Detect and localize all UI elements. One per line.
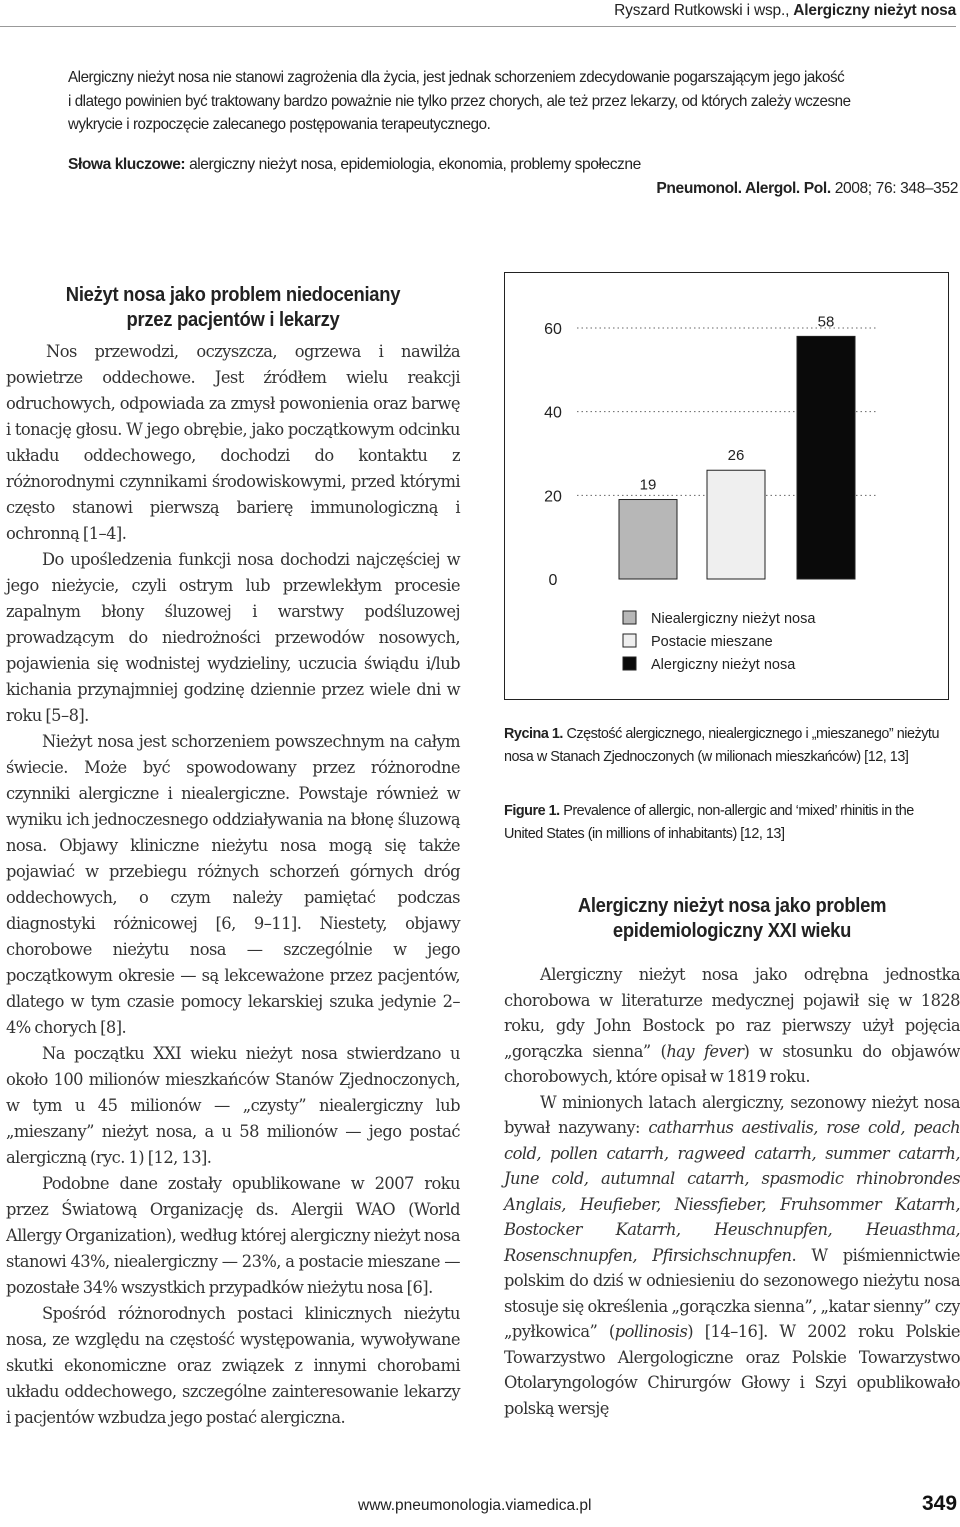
footer-url: www.pneumonologia.viamedica.pl <box>358 1497 592 1514</box>
bar <box>707 470 765 579</box>
bar <box>797 336 855 579</box>
abstract-line-1: Alergiczny nieżyt nosa nie stanowi zagrożenia dla życia, jest jednak schorzeniem zdecydowanie pogarszającym jego jakość <box>68 69 845 86</box>
y-tick-label: 0 <box>548 572 558 589</box>
left-column-text <box>6 339 460 1431</box>
paragraph: W minionych latach alergiczny, sezonowy nieżyt nosa bywał nazywany: catharrhus aestivalis, rose cold, peach cold, pollen catarrh, ragweed catarrh, summer catarrh, June cold, autumnal catarrh, spasmodic rhinobrondes Anglais, Heufieber, Niessfieber, Fruhsommer Katarrh, Bostocker Katarrh, Heuschnupfen, Heuasthma, Rosenschnupfen, Pfirsichschnupfen. W piśmiennictwie polskim do dziś w odniesieniu do sezonowego nieżytu nosa stosuje się określenia „gorączka sienna”, „katar sienny” czy „pyłkowica” (pollinosis) [14–16]. W 2002 roku Polskie Towarzystwo Alergologiczne oraz Polskie Towarzystwo Otolaryngologów Chirurgów Głowy i Szyi opublikowało polską wersję <box>504 1092 960 1418</box>
legend-swatch <box>623 634 636 647</box>
paragraph: Nos przewodzi, oczyszcza, ogrzewa i nawilża powietrze oddechowe. Jest źródłem wielu reakcji odruchowych, odpowiada za zmysł powonienia oraz barwę i tonację głosu. W jego obrębie, jako początkowym odcinku układu oddechowego, dochodzi do kontaktu z różnorodnymi czynnikami środowiskowymi, przed którymi często stanowi pierwszą barierę immunologiczną i ochronną [1–4]. <box>6 342 460 543</box>
paragraph: Spośród różnorodnych postaci klinicznych nieżytu nosa, ze względu na częstość występowania, wywoływane skutki ekonomiczne oraz związek z innymi chorobami układu oddechowego, szczególne zainteresowanie lekarzy i pacjentów wzbudza jego postać alergiczna. <box>6 1304 460 1427</box>
paragraph: Do upośledzenia funkcji nosa dochodzi najczęściej w jego nieżycie, czyli ostrym lub przewlekłym procesie zapalnym błony śluzowej i warstwy podśluzowej prowadzącym do niedrożności przewodów nosowych, pojawienia się wodnistej wydzieliny, uczucia świądu i/lub kichania przynajmniej godzinę dziennie przez wiele dni w roku [5–8]. <box>6 550 460 725</box>
figure-1 <box>504 272 949 700</box>
header-authors: Ryszard Rutkowski i wsp., <box>614 2 790 19</box>
citation <box>656 180 958 198</box>
legend-label: Niealergiczny nieżyt nosa <box>651 611 816 627</box>
citation-journal: Pneumonol. Alergol. Pol. <box>656 180 831 197</box>
abstract-line-3: wykrycie i rozpoczęcie zalecanego postępowania terapeutycznego. <box>68 116 491 133</box>
keywords <box>68 156 641 174</box>
keywords-list: alergiczny nieżyt nosa, epidemiologia, ekonomia, problemy społeczne <box>189 156 641 173</box>
legend-swatch <box>623 657 636 670</box>
caption-en-text: Prevalence of allergic, non-allergic and ‘mixed’ rhinitis in the United States (in millions of inhabitants) [12, 13] <box>504 802 914 842</box>
section1-title-line-1: Nieżyt nosa jako problem niedoceniany <box>65 284 401 306</box>
section2-title-line-2: epidemiologiczny XXI wieku <box>612 920 852 942</box>
page-number: 349 <box>922 1492 958 1515</box>
section1-title <box>24 283 442 333</box>
bar-value-label: 19 <box>639 476 657 494</box>
bar-value-label: 58 <box>817 313 835 331</box>
legend-label: Alergiczny nieżyt nosa <box>651 657 796 673</box>
y-tick-label: 60 <box>544 321 562 338</box>
y-tick-label: 40 <box>544 404 562 422</box>
paragraph: Na początku XXI wieku nieżyt nosa stwierdzano u około 100 milionów mieszkańców Stanów Zjednoczonych, w tym u 45 milionów — „czysty” niealergiczny lub „mieszany” nieżyt nosa, a u 58 milionów — jego postać alergiczną (ryc. 1) [12, 13]. <box>6 1044 460 1167</box>
y-tick-label: 20 <box>544 488 562 506</box>
bar-value-label: 26 <box>727 447 745 465</box>
paragraph: Nieżyt nosa jest schorzeniem powszechnym na całym świecie. Może być spowodowany przez różnorodne czynniki alergiczne i niealergiczne. Powstaje również w wyniku ich jednoczesnego oddziaływania na błonę śluzową nosa. Objawy kliniczne nieżytu nosa mogą się także pojawiać w przebiegu różnych schorzeń górnych dróg oddechowych, o czym należy pamiętać podczas diagnostyki różnicowej [6, 9–11]. Niestety, objawy chorobowe nieżytu nosa — szczególnie w jego początkowym okresie — są lekceważone przez pacjentów, dlatego w tym czasie pomocy lekarskiej szuka jedynie 2–4% chorych [8]. <box>6 732 460 1037</box>
header-title: Alergiczny nieżyt nosa <box>793 2 956 19</box>
caption-en <box>504 799 942 845</box>
running-header <box>0 0 956 27</box>
legend-label: Postacie mieszane <box>651 634 773 650</box>
caption-pl <box>504 722 942 768</box>
caption-en-label: Figure 1. <box>504 802 560 819</box>
section2-title <box>522 894 942 944</box>
paragraph: Alergiczny nieżyt nosa jako odrębna jednostka chorobowa w literaturze medycznej pojawił się w 1828 roku, gdy John Bostock po raz pierwszy użył pojęcia „gorączka sienna” (hay fever) w stosunku do objawów chorobowych, które opisał w 1819 roku. <box>504 965 960 1086</box>
caption-pl-label: Rycina 1. <box>504 725 563 742</box>
abstract <box>68 66 931 137</box>
section2-title-line-1: Alergiczny nieżyt nosa jako problem <box>577 895 887 917</box>
abstract-line-2: i dlatego powinien być traktowany bardzo poważnie nie tylko przez chorych, ale też przez lekarzy, od których zależy wczesne <box>68 92 851 110</box>
caption-pl-text: Częstość alergicznego, niealergicznego i „mieszanego” nieżytu nosa w Stanach Zjednoczonych (w milionach mieszkańców) [12, 13] <box>504 725 939 765</box>
citation-ref: 2008; 76: 348–352 <box>834 180 958 197</box>
bar-chart <box>505 273 948 699</box>
keywords-label: Słowa kluczowe: <box>68 156 186 173</box>
paragraph: Podobne dane zostały opublikowane w 2007 roku przez Światową Organizację ds. Alergii WAO (World Allergy Organization), według której alergiczny nieżyt nosa stanowi 43%, niealergiczny — 23%, a postacie mieszane — pozostałe 34% wszystkich przypadków nieżytu nosa [6]. <box>6 1174 460 1297</box>
bar <box>619 500 677 579</box>
legend-swatch <box>623 611 636 624</box>
right-column-text <box>504 962 960 1421</box>
section1-title-line-2: przez pacjentów i lekarzy <box>126 309 340 331</box>
